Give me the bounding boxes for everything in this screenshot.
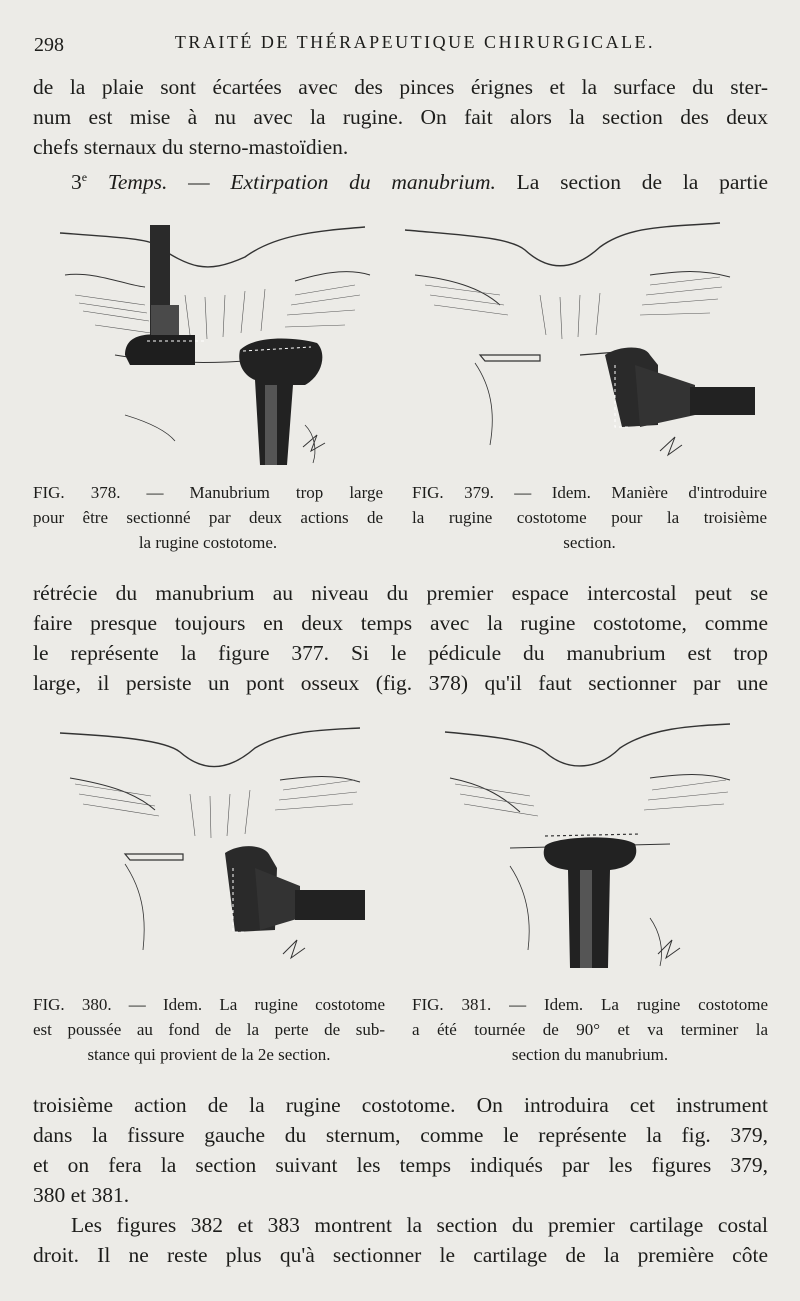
text-line: droit. Il ne reste plus qu'à sectionner le cartilage de la première côte [33,1243,768,1267]
paragraph-body-2 [33,578,768,698]
text-line: num est mise à nu avec la rugine. On fait alors la section des deux [33,105,768,129]
figure-378-illustration [55,215,375,475]
text-line: rétrécie du manubrium au niveau du premier espace intercostal peut se [33,581,768,605]
text-line-temps: 3e Temps. — Extirpation du manubrium. La section de la partie [71,170,769,195]
caption-line: stance qui provient de la 2e section. [87,1045,331,1064]
paragraph-intro [33,72,768,197]
caption-line: FIG. 379. — Idem. Manière d'introduire [412,483,767,502]
caption-figure-380 [33,992,385,1067]
text-line: large, il persiste un pont osseux (fig. 378) qu'il faut sectionner par une [33,671,768,695]
text-line: de la plaie sont écartées avec des pinces érignes et la surface du ster- [33,75,768,99]
paragraph-body-4 [33,1210,768,1270]
caption-line: FIG. 381. — Idem. La rugine costotome [412,995,768,1014]
caption-line: la rugine costotome pour la troisième [412,508,767,527]
caption-figure-379 [412,480,767,555]
caption-line: section. [563,533,616,552]
paragraph-body-3 [33,1090,768,1210]
caption-line: la rugine costotome. [138,533,278,552]
text-line: chefs sternaux du sterno-mastoïdien. [33,135,349,159]
figure-379-illustration [400,215,765,475]
caption-line: a été tournée de 90° et va terminer la [412,1020,768,1039]
text-line: Les figures 382 et 383 montrent la section du premier cartilage costal [71,1213,768,1237]
text-line: 380 et 381. [33,1183,130,1207]
caption-line: FIG. 380. — Idem. La rugine costotome [33,995,385,1014]
page-number: 298 [34,34,64,56]
caption-line: section du manubrium. [511,1045,669,1064]
caption-line: est poussée au fond de la perte de sub- [33,1020,385,1039]
text-line: le représente la figure 377. Si le pédicule du manubrium est trop [33,641,768,665]
page-header [30,30,770,56]
figure-381-illustration [440,718,760,978]
figure-380-illustration [55,718,375,978]
caption-figure-381 [412,992,768,1067]
text-line: dans la fissure gauche du sternum, comme le représente la fig. 379, [33,1123,768,1147]
text-line: faire presque toujours en deux temps avec la rugine costotome, comme [33,611,768,635]
caption-figure-378 [33,480,383,555]
text-line: et on fera la section suivant les temps indiqués par les figures 379, [33,1153,768,1177]
running-head: TRAITÉ DE THÉRAPEUTIQUE CHIRURGICALE. [174,32,656,52]
caption-line: FIG. 378. — Manubrium trop large [33,483,383,502]
caption-line: pour être sectionné par deux actions de [33,508,383,527]
text-line: troisième action de la rugine costotome. On introduira cet instrument [33,1093,768,1117]
